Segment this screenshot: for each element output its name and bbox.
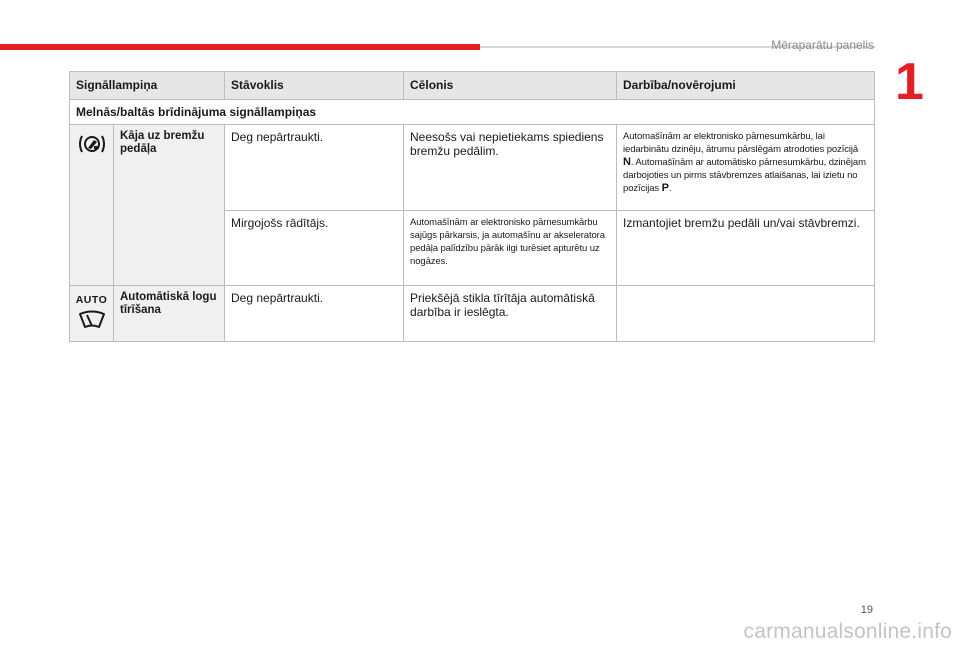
- brake-pedal-icon: [77, 144, 107, 158]
- table-row: [70, 125, 875, 211]
- table-row: [70, 286, 875, 342]
- header-accent-bar: [0, 44, 480, 50]
- column-header-state: Stāvoklis: [225, 72, 404, 100]
- lamp-state: Deg nepārtraukti.: [225, 125, 404, 211]
- lamp-name: Kāja uz bremžu pedāļa: [114, 125, 225, 286]
- group-title: Melnās/baltās brīdinājuma signāllampiņas: [70, 100, 875, 125]
- lamp-action: Izmantojiet bremžu pedāli un/vai stāvbremzi.: [617, 211, 875, 286]
- table-header-row: [70, 72, 875, 100]
- column-header-action: Darbība/novērojumi: [617, 72, 875, 100]
- gear-p: P: [661, 182, 669, 194]
- lamp-name: Automātiskā logu tīrīšana: [114, 286, 225, 342]
- watermark: carmanualsonline.info: [743, 620, 952, 643]
- lamp-action: [617, 286, 875, 342]
- warning-lamps-table: [69, 71, 875, 342]
- lamp-icon-cell: [70, 286, 114, 342]
- lamp-icon-cell: [70, 125, 114, 286]
- lamp-cause: Neesošs vai nepietiekams spiediens bremžu pedālim.: [404, 125, 617, 211]
- section-title: Mēraparātu panelis: [771, 38, 874, 52]
- windscreen-wiper-icon: [77, 319, 107, 333]
- gear-n: N: [623, 156, 631, 168]
- table-group-row: [70, 100, 875, 125]
- column-header-lamp: Signāllampiņa: [70, 72, 225, 100]
- lamp-state: Mirgojošs rādītājs.: [225, 211, 404, 286]
- lamp-state: Deg nepārtraukti.: [225, 286, 404, 342]
- chapter-number: 1: [895, 53, 924, 111]
- auto-label: AUTO: [75, 294, 108, 306]
- lamp-cause: Automašīnām ar elektronisko pārnesumkārbu sajūgs pārkarsis, ja automašīnu ar akseleratora pedāļa palīdzību pārāk ilgi turēsiet apturētu uz nogāzes.: [404, 211, 617, 286]
- column-header-cause: Cēlonis: [404, 72, 617, 100]
- page-number: 19: [860, 604, 873, 616]
- lamp-action: Automašīnām ar elektronisko pārnesumkārbu, lai iedarbinātu dzinēju, ātrumu pārslēgam atrodoties pozīcijā N. Automašīnām ar automātisko pārnesumkārbu, dzinējam darbojoties un pirms stāvbremzes atlaišanas, lai izietu no pozīcijas P.: [617, 125, 875, 211]
- lamp-cause: Priekšējā stikla tīrītāja automātiskā darbība ir ieslēgta.: [404, 286, 617, 342]
